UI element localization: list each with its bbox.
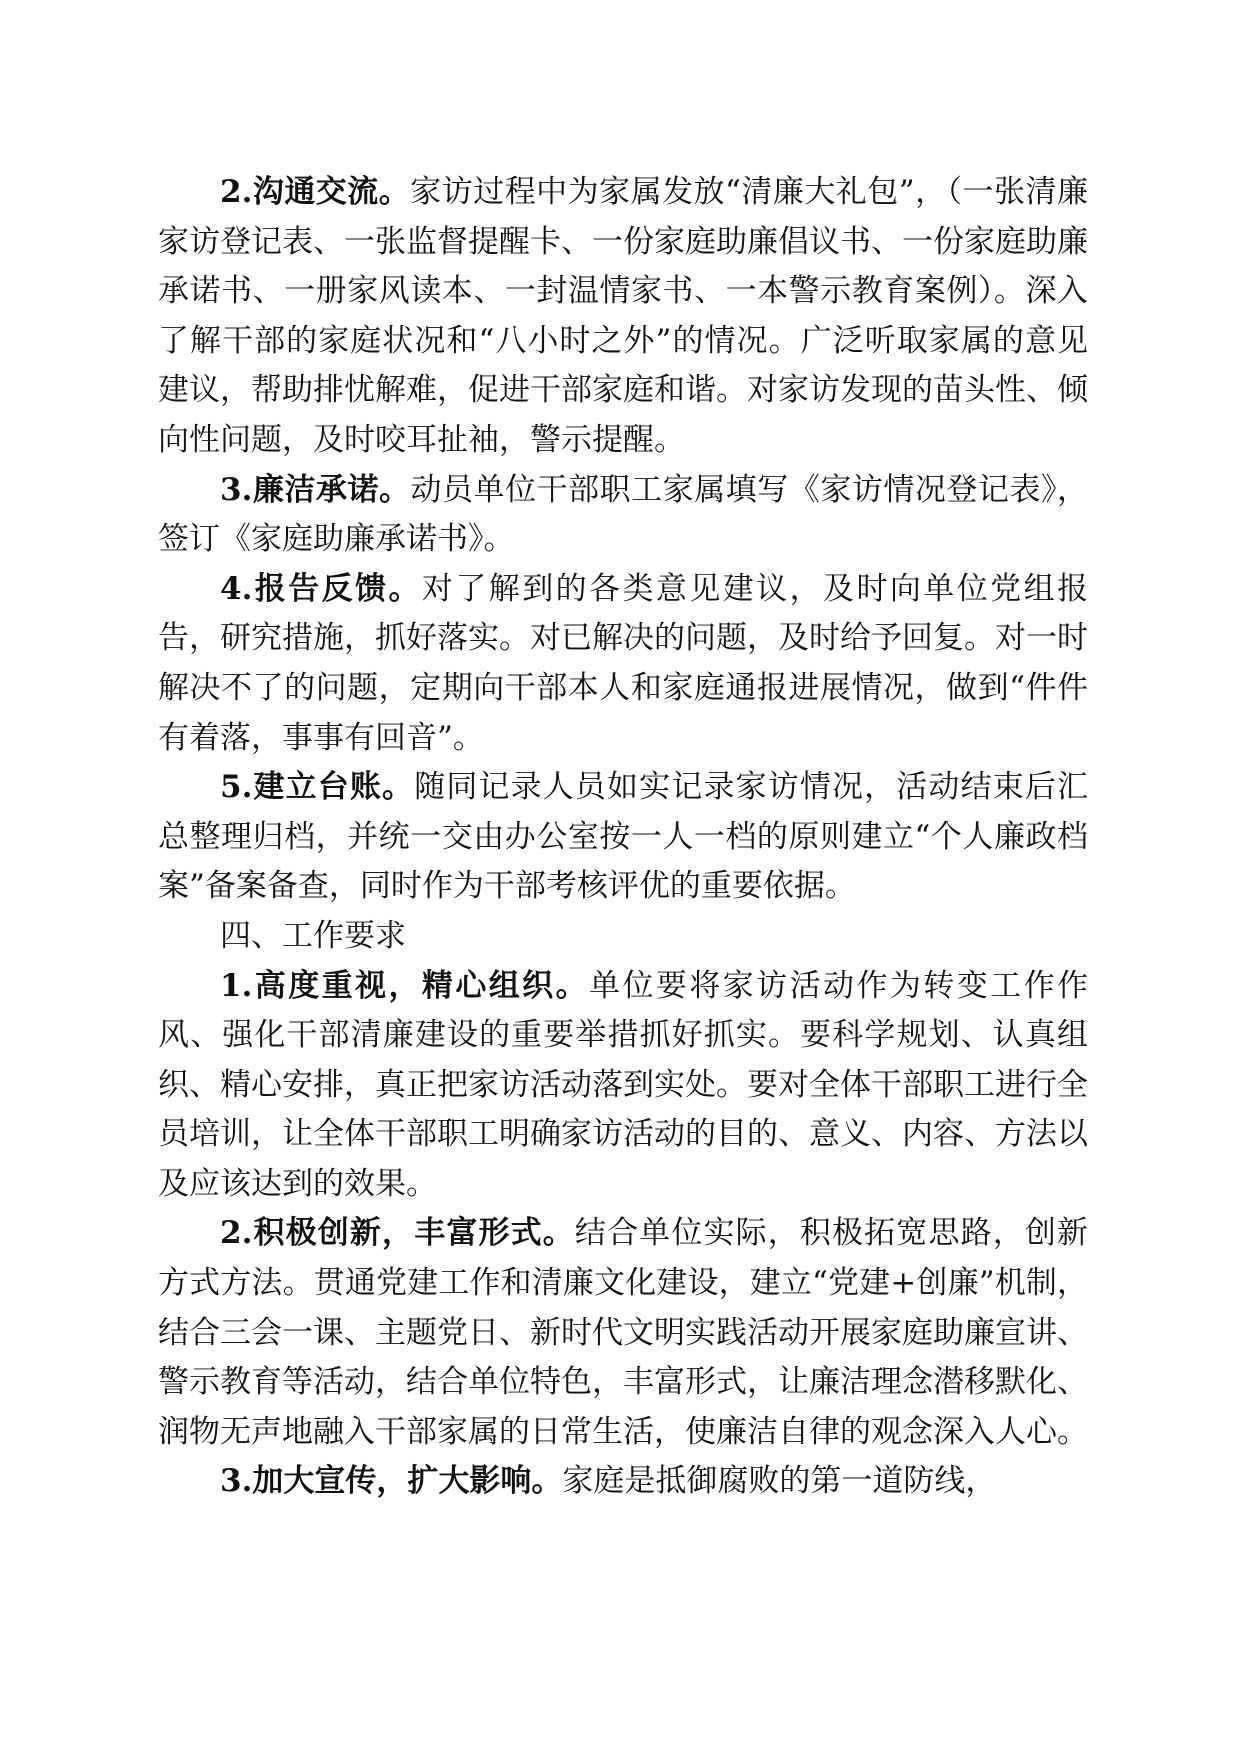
paragraph-text: 结合单位实际，积极拓宽思路，创新方式方法。贯通党建工作和清廉文化建设，建立“党建+创廉”机制，结合三会一课、主题党日、新时代文明实践活动开展家庭助廉宣讲、警示教育等活动，结合单位特色，丰富形式，让廉洁理念潜移默化、润物无声地融入干部家属的日常生活，使廉洁自律的观念深入人心。 bbox=[158, 1215, 1088, 1450]
paragraph-lead: 5.建立台账。 bbox=[220, 769, 415, 806]
paragraph-lead: 3.廉洁承诺。 bbox=[220, 471, 411, 508]
paragraph-ledger bbox=[158, 763, 1088, 912]
paragraph-text: 单位要将家访活动作为转变工作作风、强化干部清廉建设的重要举措抓好抓实。要科学规划、认真组织、精心安排，真正把家访活动落到实处。要对全体干部职工进行全员培训，让全体干部职工明确家访活动的目的、意义、内容、方法以及应该达到的效果。 bbox=[158, 967, 1088, 1202]
paragraph-innovation bbox=[158, 1209, 1088, 1457]
paragraph-lead: 1.高度重视，精心组织。 bbox=[220, 967, 590, 1004]
paragraph-lead: 2.沟通交流。 bbox=[220, 174, 411, 210]
paragraph-communication bbox=[158, 168, 1088, 466]
paragraph-publicity bbox=[158, 1457, 1088, 1507]
paragraph-text: 动员单位干部职工家属填写《家访情况登记表》，签订《家庭助廉承诺书》。 bbox=[158, 471, 1088, 558]
paragraph-report-feedback bbox=[158, 565, 1088, 763]
paragraph-integrity-pledge bbox=[158, 466, 1088, 565]
paragraph-text: 随同记录人员如实记录家访情况，活动结束后汇总整理归档，并统一交由办公室按一人一档的原则建立“个人廉政档案”备案备查，同时作为干部考核评优的重要依据。 bbox=[158, 769, 1088, 905]
document-body bbox=[158, 168, 1088, 1507]
paragraph-lead: 2.积极创新，丰富形式。 bbox=[220, 1215, 575, 1252]
paragraph-lead: 4.报告反馈。 bbox=[220, 570, 422, 607]
paragraph-text: 家访过程中为家属发放“清廉大礼包”，（一张清廉家访登记表、一张监督提醒卡、一份家庭助廉倡议书、一份家庭助廉承诺书、一册家风读本、一封温情家书、一本警示教育案例）。深入了解干部的家庭状况和“八小时之外”的情况。广泛听取家属的意见建议，帮助排忧解难，促进干部家庭和谐。对家访发现的苗头性、倾向性问题，及时咬耳扯袖，警示提醒。 bbox=[158, 174, 1088, 458]
paragraph-attention bbox=[158, 962, 1088, 1210]
paragraph-text: 对了解到的各类意见建议，及时向单位党组报告，研究措施，抓好落实。对已解决的问题，及时给予回复。对一时解决不了的问题，定期向干部本人和家庭通报进展情况，做到“件件有着落，事事有回音”。 bbox=[158, 570, 1088, 756]
paragraph-lead: 3.加大宣传，扩大影响。 bbox=[220, 1463, 563, 1500]
section-heading: 四、工作要求 bbox=[220, 917, 406, 954]
paragraph-text: 家庭是抵御腐败的第一道防线， bbox=[562, 1463, 997, 1500]
